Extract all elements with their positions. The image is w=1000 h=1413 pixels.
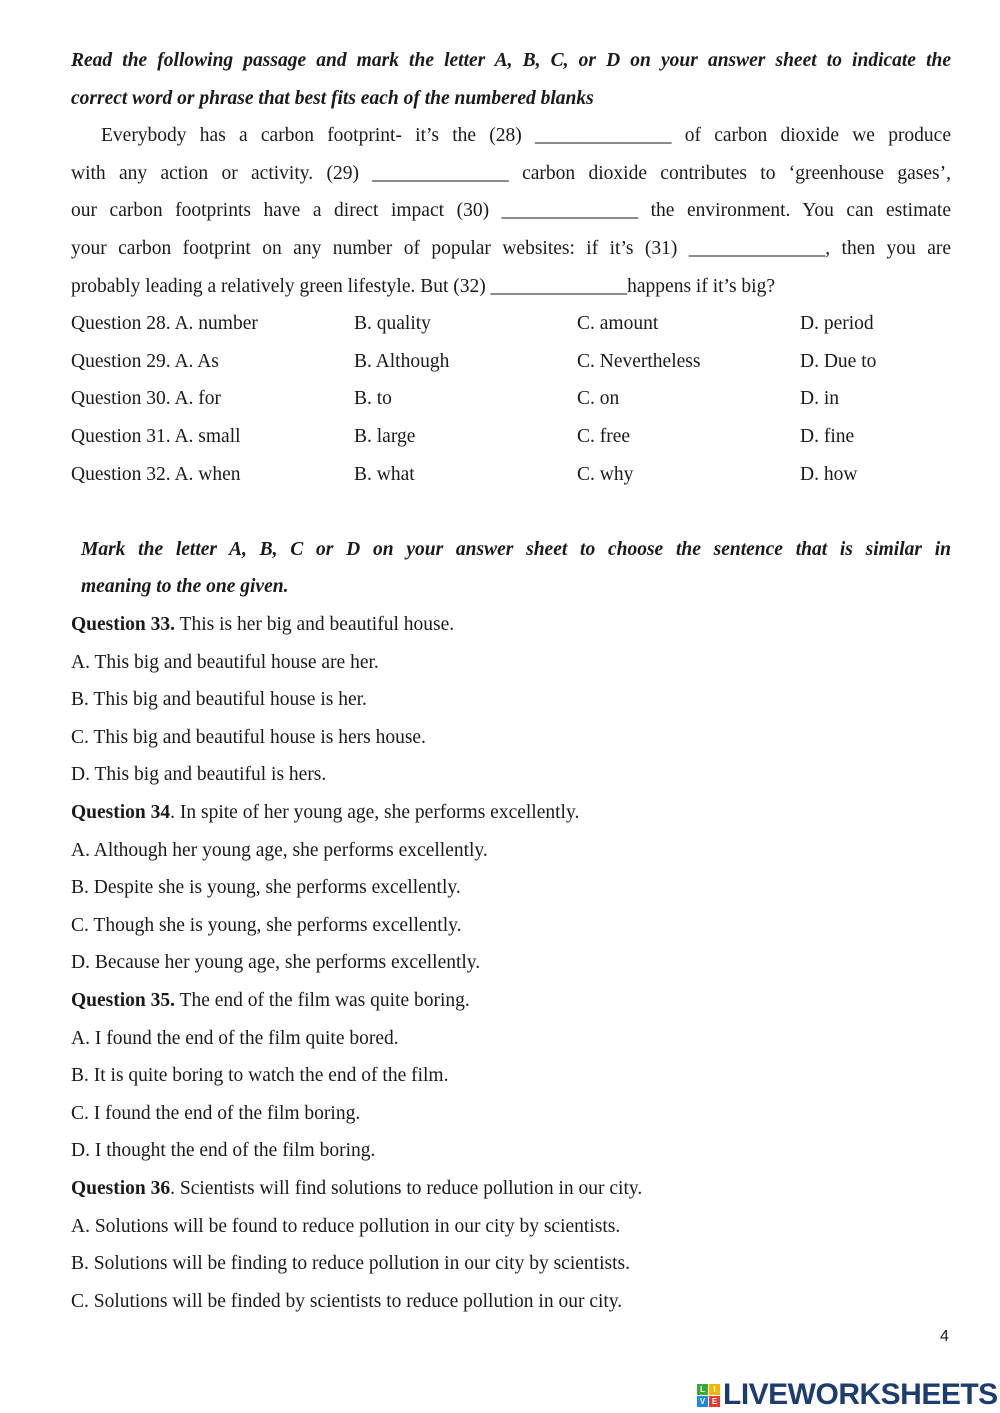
question-row (71, 384, 951, 414)
answer-option: B. Solutions will be finding to reduce pollution in our city by scientists. (71, 1253, 630, 1275)
answer-option: B. Despite she is young, she performs excellently. (71, 877, 461, 899)
logo-letter: L (697, 1384, 708, 1395)
logo-letter: I (709, 1384, 720, 1395)
answer-option: B. what (354, 463, 415, 485)
question-row (71, 347, 951, 377)
answer-option: A. Although her young age, she performs excellently. (71, 839, 488, 861)
passage-line: with any action or activity. (29) ______________ carbon dioxide contributes to ‘greenhouse gases’, (71, 162, 951, 184)
answer-option: B. quality (354, 313, 431, 335)
question-label-option-a: Question 30. A. for (71, 388, 222, 410)
answer-option: B. Although (354, 350, 450, 372)
answer-option: C. Though she is young, she performs excellently. (71, 914, 462, 936)
answer-option: A. I found the end of the film quite bored. (71, 1027, 399, 1049)
question-stem (71, 798, 951, 828)
instruction-line: meaning to the one given. (81, 576, 289, 598)
answer-option: A. This big and beautiful house are her. (71, 651, 379, 673)
logo-letter: E (709, 1396, 720, 1407)
answer-option: B. to (354, 388, 392, 410)
question-label-option-a: Question 29. A. As (71, 350, 219, 372)
question-label-option-a: Question 32. A. when (71, 463, 241, 485)
logo-letter: V (697, 1396, 708, 1407)
answer-option: A. Solutions will be found to reduce pollution in our city by scientists. (71, 1215, 621, 1237)
answer-option: D. period (800, 313, 874, 335)
answer-option: D. I thought the end of the film boring. (71, 1140, 376, 1162)
passage-line: our carbon footprints have a direct impact (30) ______________ the environment. You can estimate (71, 200, 951, 222)
answer-option: B. This big and beautiful house is her. (71, 689, 367, 711)
answer-option: D. This big and beautiful is hers. (71, 764, 327, 786)
answer-option: C. on (577, 388, 620, 410)
answer-option: B. It is quite boring to watch the end of the film. (71, 1065, 449, 1087)
answer-option: C. This big and beautiful house is hers house. (71, 726, 426, 748)
question-number: Question 35. (71, 990, 176, 1011)
liveworksheets-logo (697, 1378, 998, 1412)
answer-option: D. Because her young age, she performs excellently. (71, 952, 481, 974)
question-row (71, 460, 951, 490)
question-label-option-a: Question 28. A. number (71, 313, 258, 335)
instruction-line: Mark the letter A, B, C or D on your answer sheet to choose the sentence that is similar in (81, 538, 951, 560)
question-row (71, 309, 951, 339)
answer-option: C. I found the end of the film boring. (71, 1102, 361, 1124)
answer-option: C. why (577, 463, 634, 485)
answer-option: B. large (354, 426, 416, 447)
passage-line: probably leading a relatively green lifestyle. But (32) ______________happens if it’s big? (71, 275, 775, 297)
logo-icon (697, 1384, 720, 1407)
question-stem (71, 610, 951, 640)
logo-text: LIVEWORKSHEETS (723, 1378, 998, 1411)
answer-option: D. Due to (800, 350, 877, 372)
question-text: . Scientists will find solutions to reduce pollution in our city. (170, 1178, 643, 1199)
answer-option: D. in (800, 388, 839, 410)
answer-option: C. Nevertheless (577, 350, 701, 372)
answer-option: C. free (577, 426, 631, 447)
page-number: 4 (940, 1328, 949, 1345)
question-stem (71, 986, 951, 1016)
question-text: This is her big and beautiful house. (175, 614, 455, 635)
question-text: The end of the film was quite boring. (175, 990, 470, 1011)
question-label-option-a: Question 31. A. small (71, 426, 241, 447)
question-stem (71, 1174, 951, 1204)
question-row (71, 422, 951, 452)
instruction-line: correct word or phrase that best fits each of the numbered blanks (71, 87, 594, 109)
answer-option: C. Solutions will be finded by scientists to reduce pollution in our city. (71, 1290, 623, 1312)
question-number: Question 34 (71, 802, 171, 823)
answer-option: D. how (800, 463, 858, 485)
passage-line: Everybody has a carbon footprint- it’s the (28) ______________ of carbon dioxide we produce (101, 125, 951, 147)
answer-option: D. fine (800, 426, 855, 447)
question-number: Question 33. (71, 614, 176, 635)
instruction-line: Read the following passage and mark the letter A, B, C, or D on your answer sheet to indicate the (71, 50, 951, 71)
question-number: Question 36 (71, 1178, 171, 1199)
answer-option: C. amount (577, 313, 659, 335)
passage-line: your carbon footprint on any number of popular websites: if it’s (31) ______________, then you are (71, 238, 951, 259)
question-text: . In spite of her young age, she performs excellently. (170, 802, 580, 823)
